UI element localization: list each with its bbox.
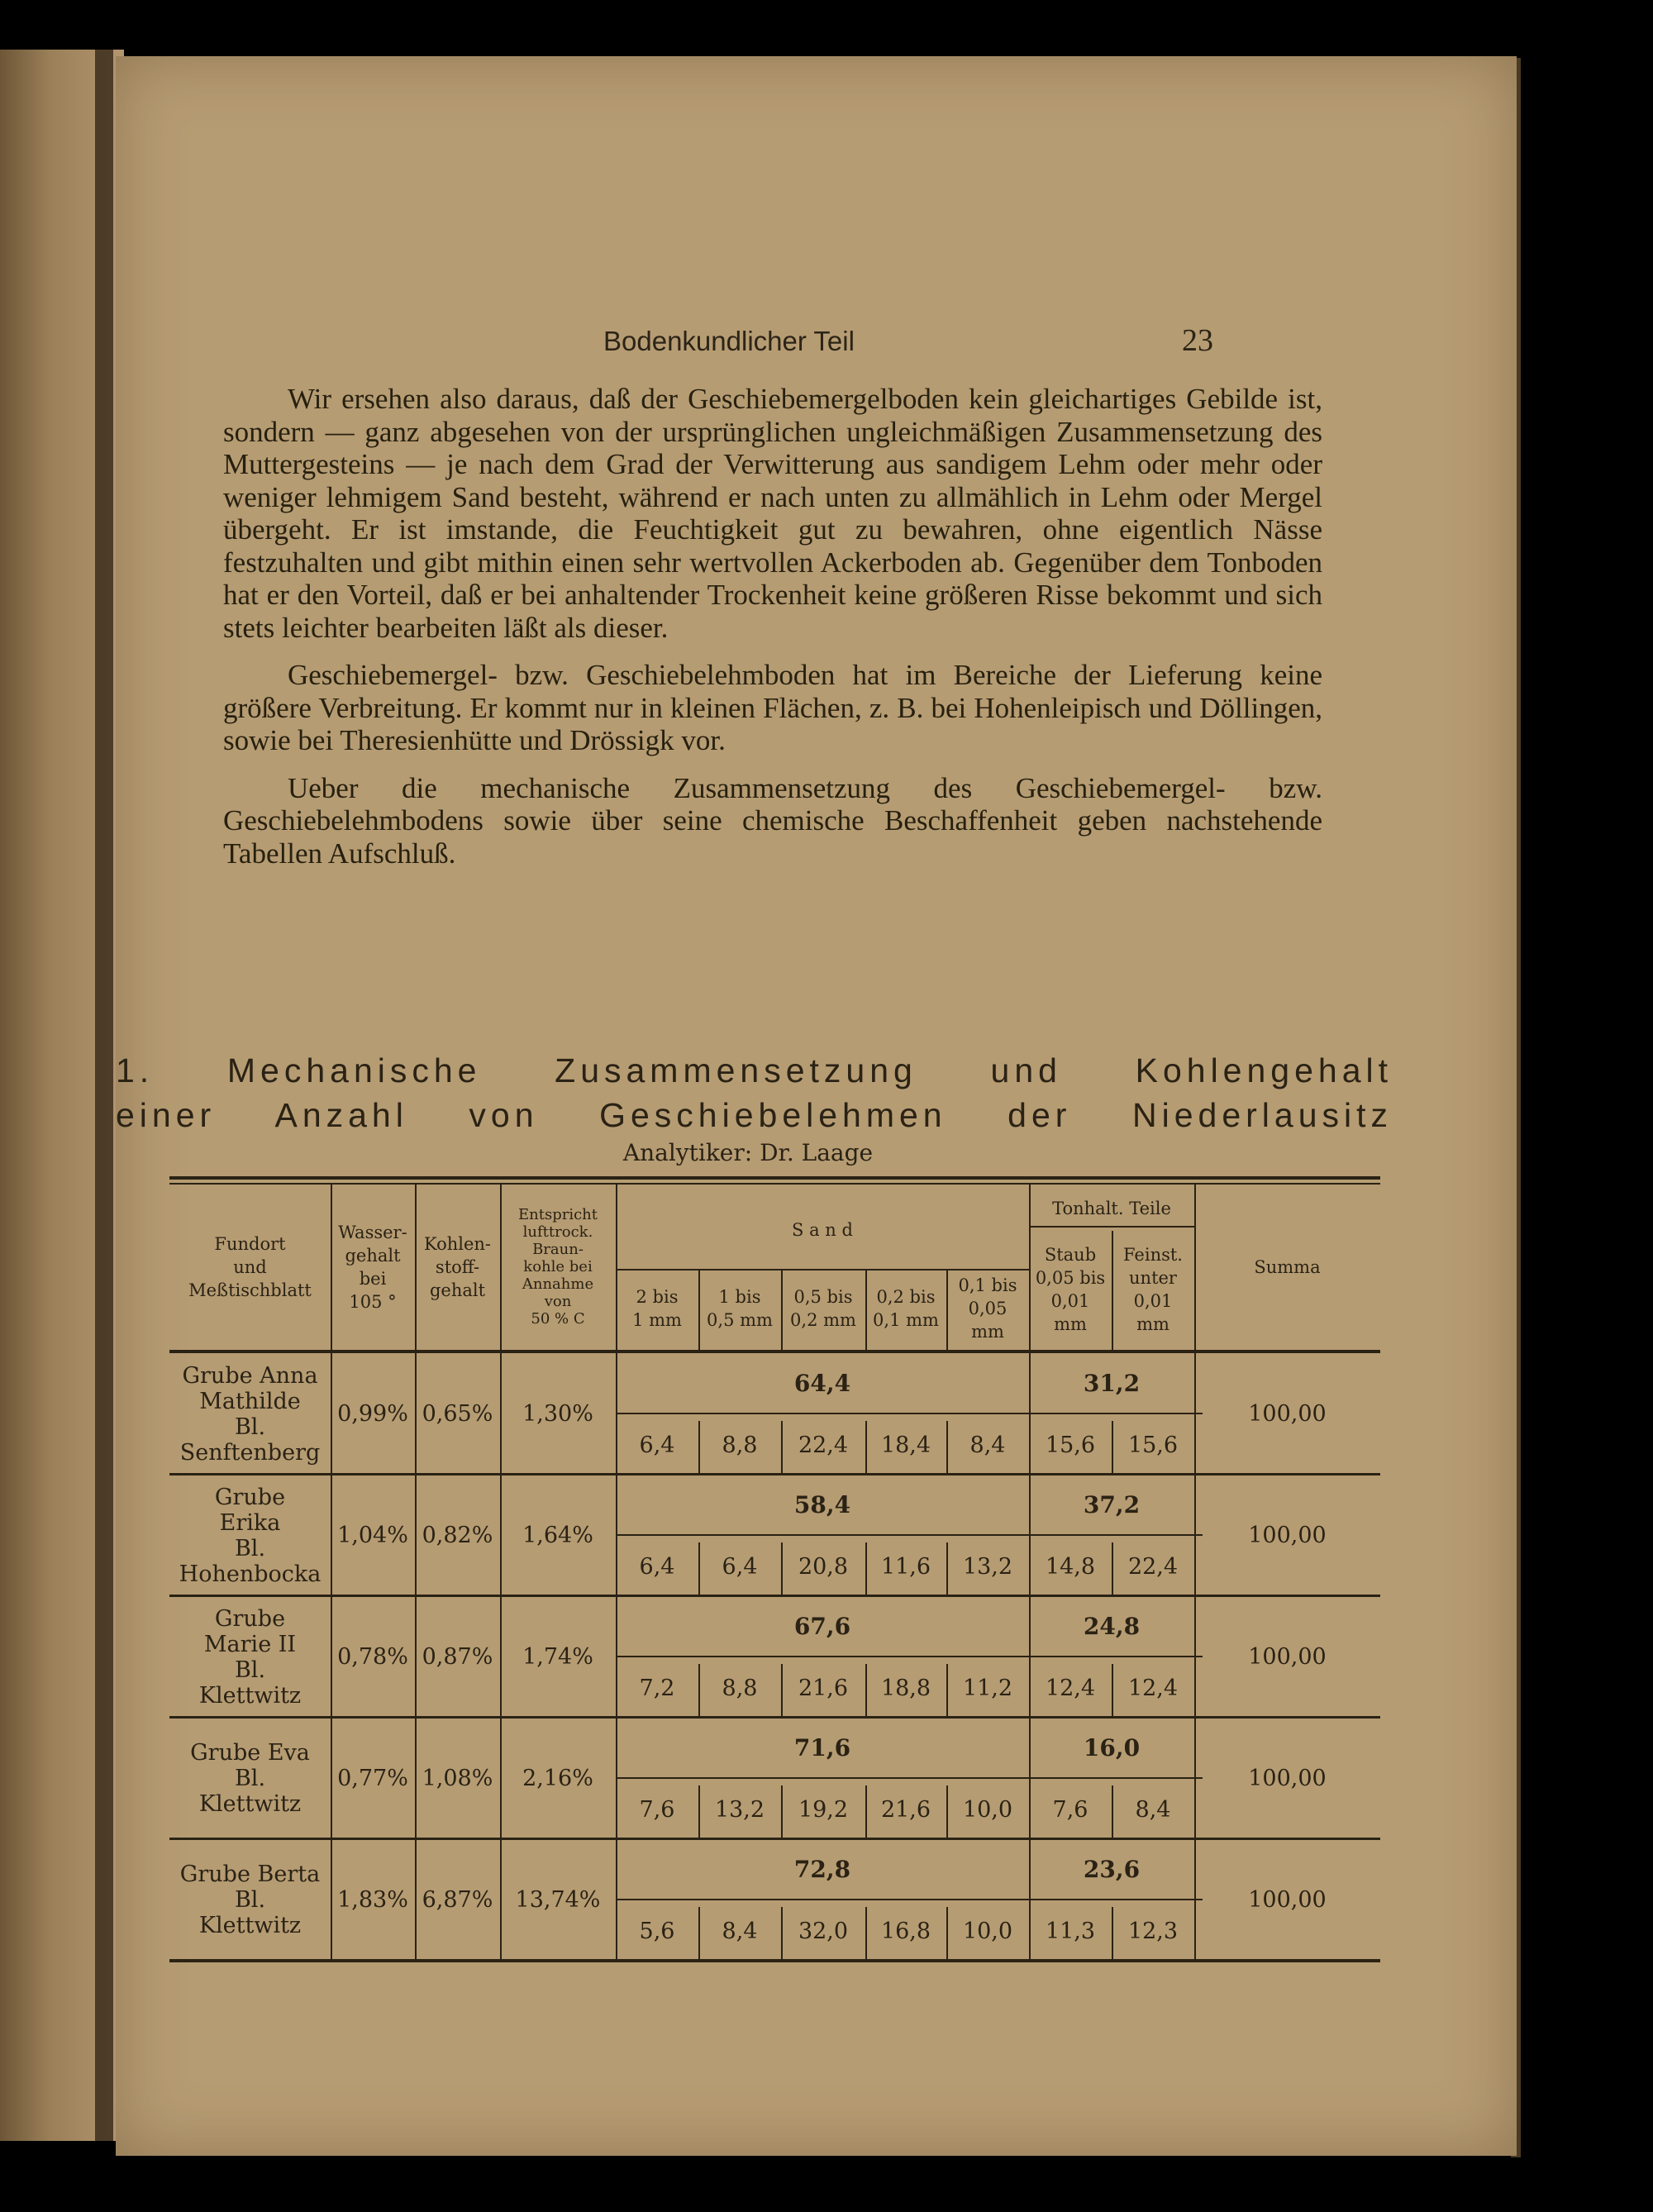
row-sand-value: 7,6 xyxy=(639,1797,675,1823)
row-ton-value: 12,4 xyxy=(1045,1676,1096,1701)
row-sand-value: 11,6 xyxy=(880,1554,931,1580)
header-col-rule xyxy=(698,1269,700,1350)
row-col-rule xyxy=(500,1596,502,1718)
row-mid-rule xyxy=(616,1413,1203,1414)
row-sand-value: 21,6 xyxy=(880,1797,931,1823)
header-col-rule xyxy=(616,1185,617,1350)
row-kohle: 0,82% xyxy=(422,1523,493,1548)
row-subcol-rule xyxy=(698,1907,700,1959)
table-heading-line-2: einer Anzahl von Geschiebelehmen der Niederlausitz xyxy=(116,1096,1393,1134)
row-summa: 100,00 xyxy=(1248,1644,1327,1670)
row-subcol-rule xyxy=(865,1785,867,1838)
header-fundort: Fundort und Meßtischblatt xyxy=(188,1234,312,1300)
row-entspricht: 2,16% xyxy=(522,1766,593,1791)
paragraph: Wir ersehen also daraus, daß der Geschiebemergelboden kein gleichartiges Gebilde ist, sondern — ganz abgesehen von der ursprünglichen ungleichmäßigen Zusammensetzung des Muttergesteins — je nach dem Grad der Verwitterung aus sandigem Lehm oder mehr oder weniger lehmigem Sand besteht, während er nach unten zu allmählich in Lehm oder Mergel übergeht. Er ist imstande, die Feuchtigkeit gut zu bewahren, ohne eigentlich Nässe festzuhalten und gibt mithin einen sehr wertvollen Ackerboden ab. Gegenüber dem Tonboden hat er den Vorteil, daß er bei anhaltender Trockenheit keine größeren Risse bekommt und sich stets leichter bearbeiten läßt als dieser. xyxy=(223,383,1322,644)
row-col-rule xyxy=(331,1596,332,1718)
row-subcol-rule xyxy=(1112,1664,1113,1716)
row-mid-rule xyxy=(616,1899,1203,1900)
row-col-rule xyxy=(1194,1475,1196,1596)
row-ton-value: 12,3 xyxy=(1127,1919,1179,1944)
row-subcol-rule xyxy=(865,1421,867,1473)
row-sand-value: 8,8 xyxy=(722,1433,758,1458)
row-mid-rule xyxy=(616,1534,1203,1536)
header-wasser: Wasser- gehalt bei 105 ° xyxy=(338,1223,407,1312)
row-subcol-rule xyxy=(781,1421,783,1473)
row-ton-value: 11,3 xyxy=(1045,1919,1096,1944)
row-sand-value: 5,6 xyxy=(639,1919,675,1944)
row-fundort: Grube Marie II Bl. Klettwitz xyxy=(198,1605,302,1709)
header-sand-fraction: 0,2 bis 0,1 mm xyxy=(873,1287,939,1330)
row-sand-value: 18,4 xyxy=(880,1433,931,1458)
table-top-rule-thin xyxy=(169,1183,1380,1185)
row-col-rule xyxy=(1194,1596,1196,1718)
row-sand-value: 20,8 xyxy=(798,1554,849,1580)
row-fundort: Grube Eva Bl. Klettwitz xyxy=(190,1740,310,1817)
row-col-rule xyxy=(1029,1596,1031,1718)
header-col-rule xyxy=(781,1269,783,1350)
row-sand-value: 7,2 xyxy=(639,1676,675,1701)
row-subcol-rule xyxy=(698,1542,700,1595)
row-sand-value: 18,8 xyxy=(880,1676,931,1701)
row-fundort: Grube Anna Mathilde Bl. Senftenberg xyxy=(179,1362,321,1466)
row-col-rule xyxy=(1194,1718,1196,1839)
row-summa: 100,00 xyxy=(1248,1401,1327,1427)
row-col-rule xyxy=(1194,1353,1196,1475)
row-ton-value: 8,4 xyxy=(1135,1797,1171,1823)
row-sand-total: 58,4 xyxy=(793,1490,851,1518)
row-sand-total: 71,6 xyxy=(793,1733,851,1761)
row-mid-rule xyxy=(616,1777,1203,1779)
row-sand-value: 22,4 xyxy=(798,1433,849,1458)
row-col-rule xyxy=(1029,1475,1031,1596)
header-col-rule xyxy=(331,1185,332,1350)
header-ton-fraction: Feinst. unter 0,01 mm xyxy=(1123,1245,1183,1334)
row-entspricht: 1,74% xyxy=(522,1644,593,1670)
row-subcol-rule xyxy=(865,1664,867,1716)
row-kohle: 6,87% xyxy=(422,1887,493,1913)
row-ton-total: 23,6 xyxy=(1083,1855,1141,1883)
header-col-rule xyxy=(1194,1185,1196,1350)
row-sand-value: 19,2 xyxy=(798,1797,849,1823)
header-sand-fraction: 1 bis 0,5 mm xyxy=(707,1287,773,1330)
table-heading-line-1: 1. Mechanische Zusammensetzung und Kohlengehalt xyxy=(116,1051,1393,1089)
row-subcol-rule xyxy=(698,1421,700,1473)
book-spine xyxy=(95,50,113,2141)
row-summa: 100,00 xyxy=(1248,1887,1327,1913)
row-subcol-rule xyxy=(781,1907,783,1959)
table-top-rule xyxy=(169,1176,1380,1180)
row-subcol-rule xyxy=(1112,1785,1113,1838)
header-tonhalt: Tonhalt. Teile xyxy=(1052,1199,1171,1218)
row-ton-value: 15,6 xyxy=(1045,1433,1096,1458)
row-sand-value: 8,4 xyxy=(722,1919,758,1944)
header-sand-fraction: 0,1 bis 0,05 mm xyxy=(958,1275,1017,1342)
row-col-rule xyxy=(616,1475,617,1596)
header-sand: S a n d xyxy=(792,1220,853,1240)
header-col-rule xyxy=(865,1269,867,1350)
row-col-rule xyxy=(1029,1353,1031,1475)
row-sand-total: 72,8 xyxy=(793,1855,851,1883)
row-subcol-rule xyxy=(781,1664,783,1716)
row-sand-value: 8,4 xyxy=(969,1433,1006,1458)
row-subcol-rule xyxy=(946,1421,948,1473)
row-subcol-rule xyxy=(946,1542,948,1595)
row-sand-total: 64,4 xyxy=(793,1369,851,1397)
row-wasser: 1,04% xyxy=(337,1523,408,1548)
header-entspricht: Entspricht lufttrock. Braun- kohle bei Annahme von 50 % C xyxy=(518,1205,598,1328)
row-wasser: 0,78% xyxy=(337,1644,408,1670)
header-summa: Summa xyxy=(1254,1257,1321,1277)
header-sand-rule xyxy=(616,1269,1029,1270)
row-ton-total: 37,2 xyxy=(1083,1490,1141,1518)
row-wasser: 0,77% xyxy=(337,1766,408,1791)
row-sand-value: 21,6 xyxy=(798,1676,849,1701)
row-sand-value: 32,0 xyxy=(798,1919,849,1944)
row-col-rule xyxy=(1029,1718,1031,1839)
row-ton-total: 16,0 xyxy=(1083,1733,1141,1761)
row-subcol-rule xyxy=(946,1664,948,1716)
row-col-rule xyxy=(415,1353,417,1475)
running-title: Bodenkundlicher Teil xyxy=(603,326,855,356)
row-summa: 100,00 xyxy=(1248,1523,1327,1548)
row-sand-value: 10,0 xyxy=(962,1919,1013,1944)
table-heading xyxy=(116,1048,1393,1137)
row-col-rule xyxy=(616,1596,617,1718)
row-subcol-rule xyxy=(1112,1542,1113,1595)
row-subcol-rule xyxy=(1112,1421,1113,1473)
row-subcol-rule xyxy=(865,1907,867,1959)
row-subcol-rule xyxy=(946,1785,948,1838)
row-sand-value: 16,8 xyxy=(880,1919,931,1944)
row-sand-value: 13,2 xyxy=(714,1797,765,1823)
header-col-rule xyxy=(946,1269,948,1350)
row-col-rule xyxy=(500,1839,502,1961)
row-sand-value: 6,4 xyxy=(639,1433,675,1458)
header-kohlen: Kohlen- stoff- gehalt xyxy=(423,1234,492,1300)
row-subcol-rule xyxy=(781,1542,783,1595)
paragraph: Ueber die mechanische Zusammensetzung des Geschiebemergel- bzw. Geschiebelehmbodens sowie über seine chemische Beschaffenheit geben nachstehende Tabellen Aufschluß. xyxy=(223,771,1322,870)
row-entspricht: 1,64% xyxy=(522,1523,593,1548)
row-col-rule xyxy=(331,1839,332,1961)
row-ton-value: 22,4 xyxy=(1127,1554,1179,1580)
row-kohle: 1,08% xyxy=(422,1766,493,1791)
row-subcol-rule xyxy=(865,1542,867,1595)
row-entspricht: 13,74% xyxy=(515,1887,601,1913)
header-col-rule xyxy=(500,1185,502,1350)
row-sand-value: 8,8 xyxy=(722,1676,758,1701)
row-sand-value: 11,2 xyxy=(962,1676,1013,1701)
row-ton-value: 7,6 xyxy=(1052,1797,1089,1823)
header-col-rule xyxy=(415,1185,417,1350)
row-sand-value: 6,4 xyxy=(639,1554,675,1580)
row-fundort: Grube Berta Bl. Klettwitz xyxy=(179,1862,321,1938)
row-col-rule xyxy=(500,1353,502,1475)
row-ton-value: 12,4 xyxy=(1127,1676,1179,1701)
table-analyst: Analytiker: Dr. Laage xyxy=(622,1139,874,1166)
row-summa: 100,00 xyxy=(1248,1766,1327,1791)
header-sand-fraction: 0,5 bis 0,2 mm xyxy=(790,1287,856,1330)
row-subcol-rule xyxy=(698,1785,700,1838)
row-fundort: Grube Erika Bl. Hohenbocka xyxy=(179,1484,322,1587)
row-col-rule xyxy=(415,1475,417,1596)
header-ton-rule xyxy=(1029,1226,1194,1228)
row-mid-rule xyxy=(616,1656,1203,1657)
row-wasser: 0,99% xyxy=(337,1401,408,1427)
row-ton-total: 24,8 xyxy=(1083,1612,1141,1640)
row-bottom-rule xyxy=(169,1959,1380,1962)
body-text xyxy=(223,383,1322,884)
row-kohle: 0,65% xyxy=(422,1401,493,1427)
row-col-rule xyxy=(331,1475,332,1596)
row-col-rule xyxy=(415,1596,417,1718)
row-sand-value: 10,0 xyxy=(962,1797,1013,1823)
row-sand-total: 67,6 xyxy=(793,1612,851,1640)
row-sand-value: 13,2 xyxy=(962,1554,1013,1580)
row-col-rule xyxy=(415,1839,417,1961)
header-ton-fraction: Staub 0,05 bis 0,01 mm xyxy=(1035,1245,1106,1334)
row-sand-value: 6,4 xyxy=(722,1554,758,1580)
header-sand-fraction: 2 bis 1 mm xyxy=(632,1287,682,1330)
row-subcol-rule xyxy=(698,1664,700,1716)
row-col-rule xyxy=(415,1718,417,1839)
row-ton-value: 15,6 xyxy=(1127,1433,1179,1458)
paragraph: Geschiebemergel- bzw. Geschiebelehmboden hat im Bereiche der Lieferung keine größere Verbreitung. Er kommt nur in kleinen Flächen, z. B. bei Hohenleipisch und Döllingen, sowie bei Theresienhütte und Drössigk vor. xyxy=(223,659,1322,756)
row-col-rule xyxy=(331,1353,332,1475)
data-table xyxy=(169,1176,1380,1970)
header-col-rule xyxy=(1029,1185,1031,1350)
row-subcol-rule xyxy=(781,1785,783,1838)
row-col-rule xyxy=(616,1839,617,1961)
row-col-rule xyxy=(331,1718,332,1839)
row-subcol-rule xyxy=(946,1907,948,1959)
row-col-rule xyxy=(616,1718,617,1839)
row-wasser: 1,83% xyxy=(337,1887,408,1913)
row-subcol-rule xyxy=(1112,1907,1113,1959)
row-col-rule xyxy=(500,1475,502,1596)
row-col-rule xyxy=(1194,1839,1196,1961)
header-col-rule xyxy=(1112,1231,1113,1350)
row-col-rule xyxy=(616,1353,617,1475)
row-col-rule xyxy=(500,1718,502,1839)
page-number: 23 xyxy=(1182,323,1213,358)
row-col-rule xyxy=(1029,1839,1031,1961)
row-kohle: 0,87% xyxy=(422,1644,493,1670)
row-ton-value: 14,8 xyxy=(1045,1554,1096,1580)
row-ton-total: 31,2 xyxy=(1083,1369,1141,1397)
row-entspricht: 1,30% xyxy=(522,1401,593,1427)
book-page xyxy=(116,56,1517,2156)
